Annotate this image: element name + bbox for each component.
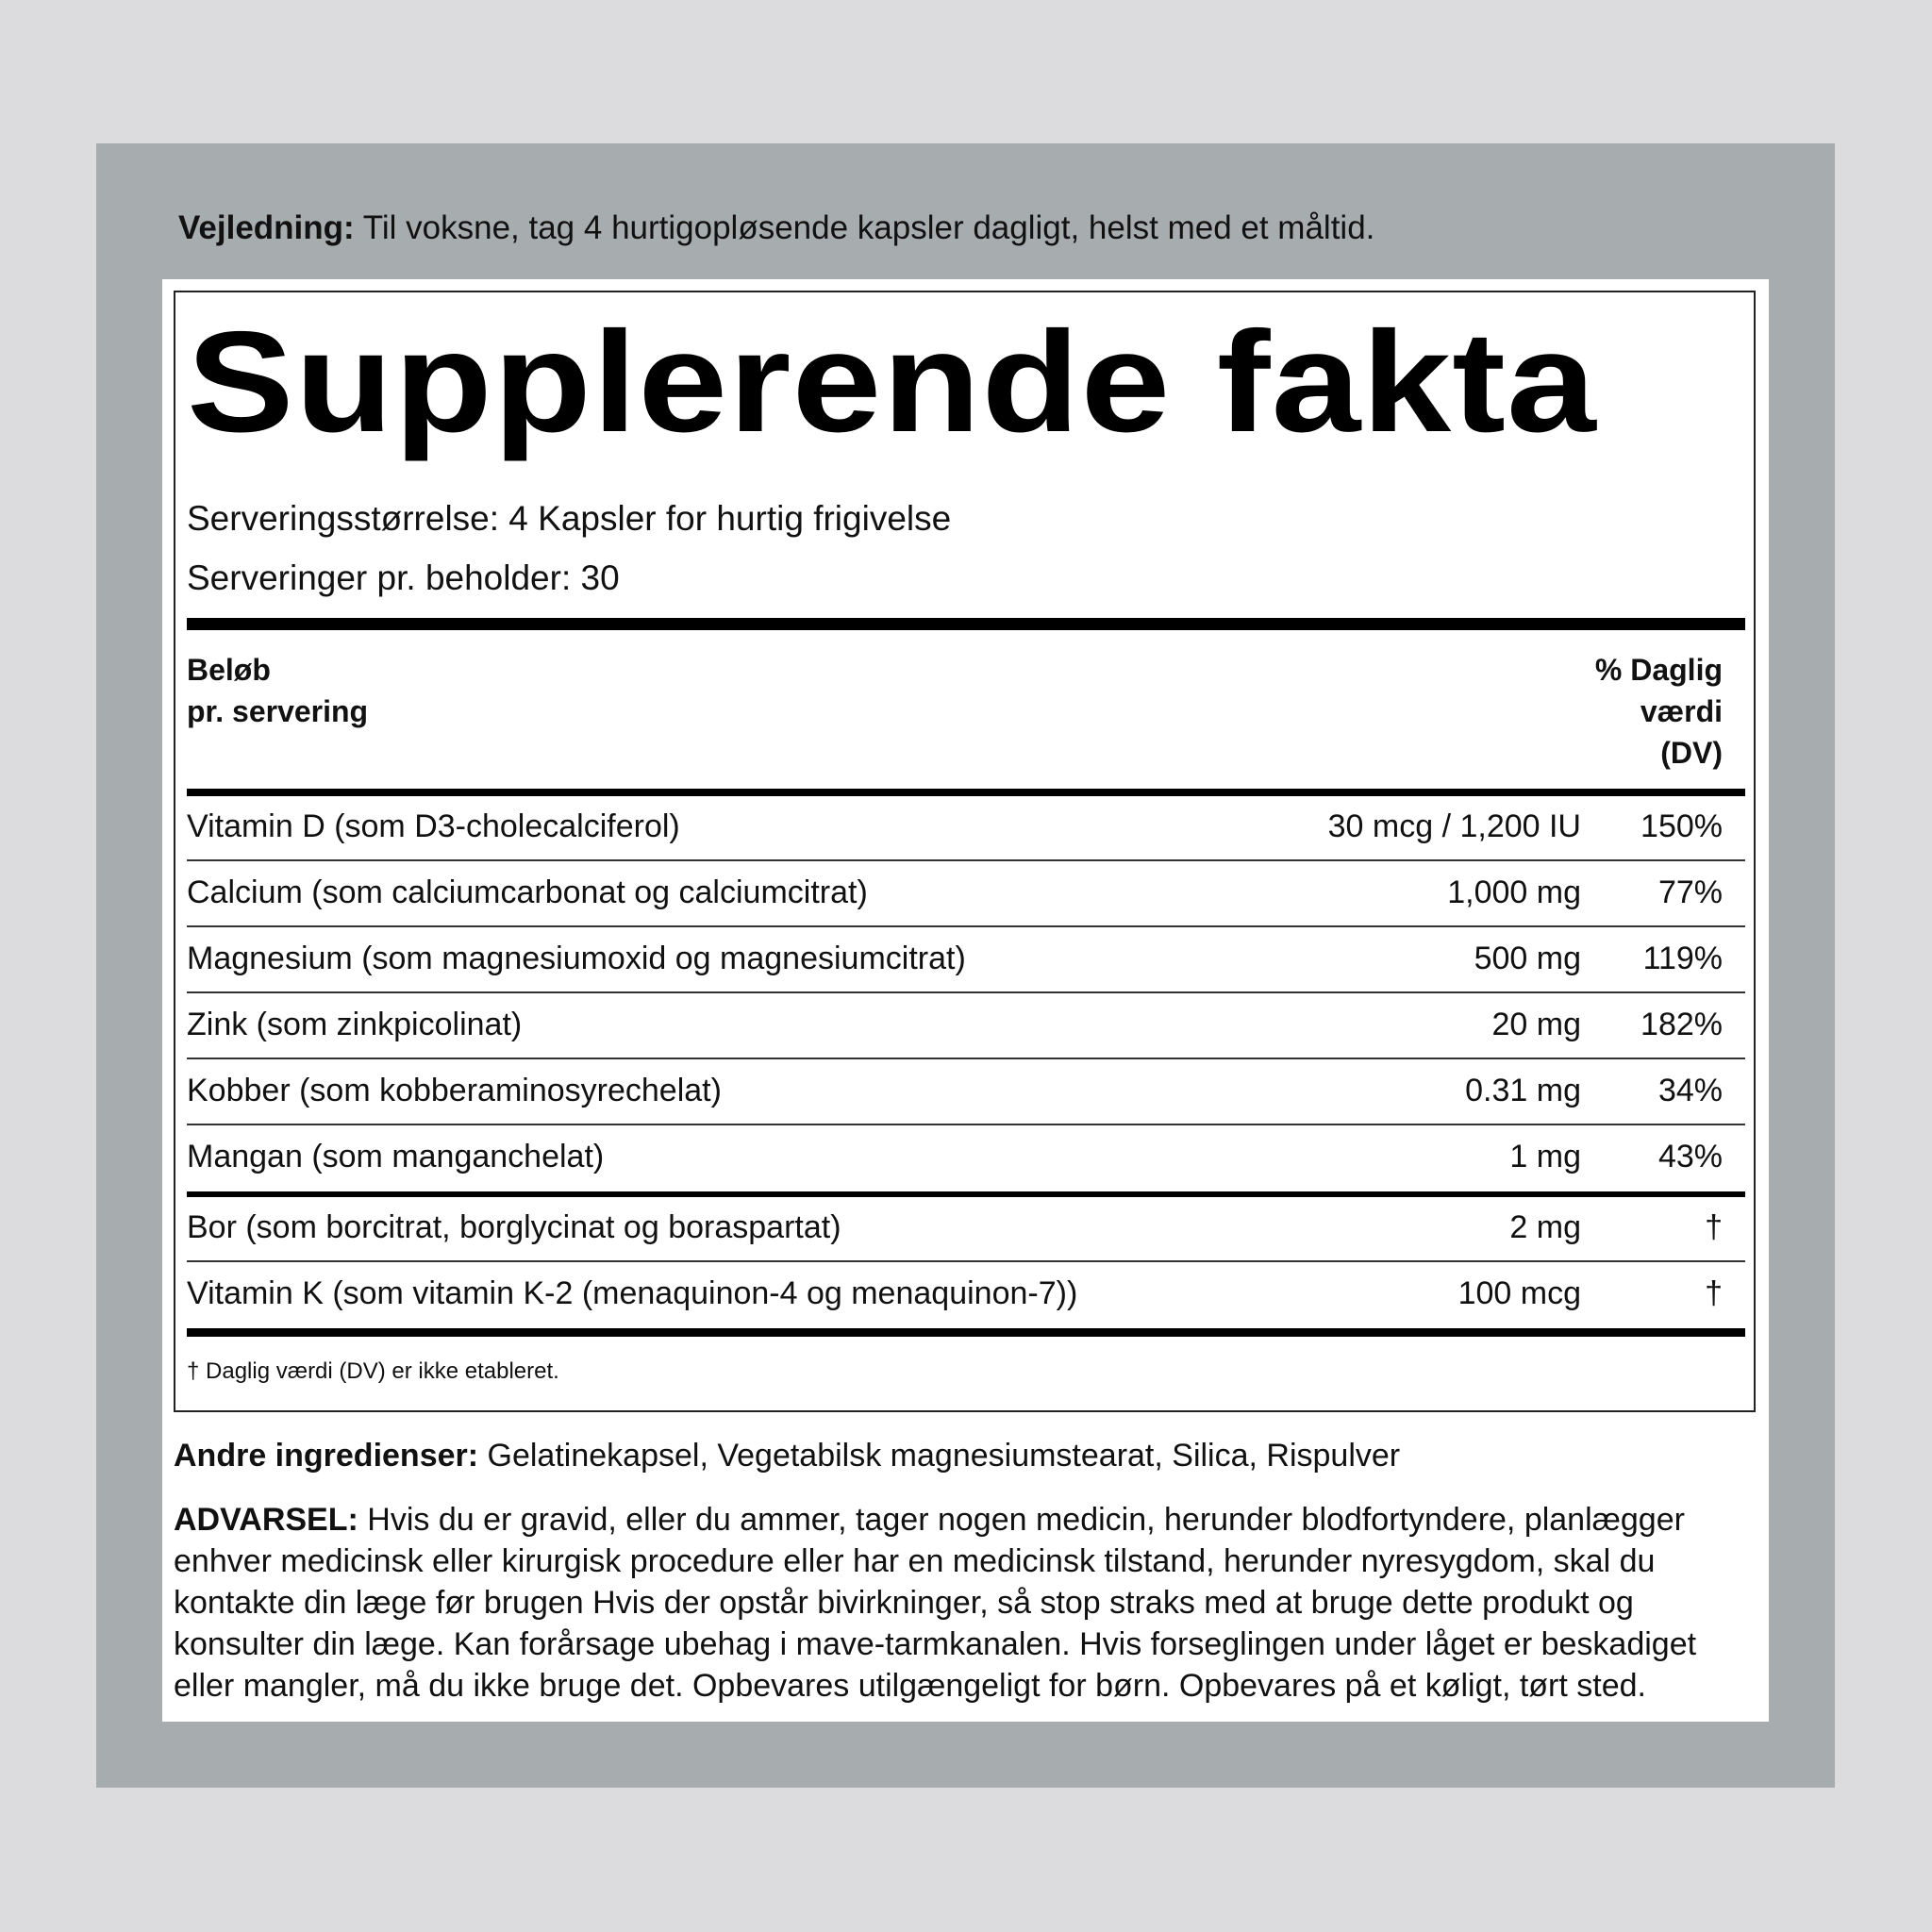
nutrient-dv: 182% bbox=[1641, 1007, 1723, 1042]
nutrient-dv: † bbox=[1705, 1275, 1723, 1311]
nutrient-row bbox=[187, 859, 1745, 925]
header-amount-line1: Beløb bbox=[187, 653, 271, 687]
nutrient-row bbox=[187, 991, 1745, 1058]
nutrient-row bbox=[187, 793, 1745, 859]
nutrient-dv: † bbox=[1705, 1209, 1723, 1245]
warning-body: Hvis du er gravid, eller du ammer, tager nogen medicin, herunder blodfortyndere, planlægger enhver medicinsk eller kirurgisk procedure eller har en medicinsk tilstand, herunder nyresygdom, skal du kontakte din læge før brugen Hvis der opstår bivirkninger, så stop straks med at bruge dette produkt og konsulter din læge. Kan forårsage ubehag i mave-tarmkanalen. Hvis forseglingen under låget er beskadiget eller mangler, må du ikke bruge det. Opbevares utilgængeligt for børn. Opbevares på et køligt, tørt sted. bbox=[174, 1502, 1697, 1704]
dv-footnote: † Daglig værdi (DV) er ikke etableret. bbox=[187, 1358, 559, 1384]
nutrient-name: Vitamin K (som vitamin K-2 (menaquinon-4 og menaquinon-7)) bbox=[187, 1275, 1078, 1311]
nutrient-amount: 1,000 mg bbox=[1447, 874, 1581, 910]
header-dv-line2: værdi bbox=[1640, 694, 1723, 728]
nutrient-dv: 77% bbox=[1657, 874, 1723, 910]
nutrient-name: Kobber (som kobberaminosyrechelat) bbox=[187, 1073, 722, 1108]
nutrient-amount: 500 mg bbox=[1474, 941, 1581, 976]
directions-body: Til voksne, tag 4 hurtigopløsende kapsler dagligt, helst med et måltid. bbox=[354, 209, 1375, 246]
nutrient-row bbox=[187, 925, 1745, 991]
servings-per-container: Serveringer pr. beholder: 30 bbox=[187, 558, 620, 597]
header-dv-line3: (DV) bbox=[1660, 736, 1723, 770]
nutrient-amount: 100 mcg bbox=[1457, 1275, 1581, 1311]
nutrient-dv: 34% bbox=[1657, 1073, 1723, 1108]
nutrient-name: Mangan (som manganchelat) bbox=[187, 1139, 605, 1174]
other-ingredients bbox=[174, 1436, 1400, 1475]
nutrient-name: Zink (som zinkpicolinat) bbox=[187, 1007, 523, 1042]
nutrient-name: Calcium (som calciumcarbonat og calciumcitrat) bbox=[187, 874, 868, 910]
thick-divider-top bbox=[187, 618, 1745, 630]
directions-label: Vejledning: bbox=[178, 209, 355, 246]
nutrient-amount: 2 mg bbox=[1509, 1209, 1581, 1245]
header-amount bbox=[187, 649, 368, 732]
nutrient-dv: 119% bbox=[1642, 941, 1723, 976]
nutrient-name: Magnesium (som magnesiumoxid og magnesiumcitrat) bbox=[187, 941, 966, 976]
nutrient-name: Vitamin D (som D3-cholecalciferol) bbox=[187, 808, 680, 844]
nutrient-row bbox=[187, 1124, 1745, 1190]
warning-text bbox=[174, 1499, 1758, 1707]
nutrient-amount: 0.31 mg bbox=[1465, 1073, 1581, 1108]
nutrient-row bbox=[187, 1194, 1745, 1260]
nutrient-name: Bor (som borcitrat, borglycinat og boraspartat) bbox=[187, 1209, 841, 1245]
serving-size: Serveringsstørrelse: 4 Kapsler for hurtig frigivelse bbox=[187, 499, 952, 538]
facts-title: Supplerende fakta bbox=[187, 302, 1597, 462]
nutrient-row bbox=[187, 1058, 1745, 1124]
other-ingredients-text: Gelatinekapsel, Vegetabilsk magnesiumstearat, Silica, Rispulver bbox=[478, 1438, 1401, 1474]
other-ingredients-label: Andre ingredienser: bbox=[174, 1438, 479, 1474]
nutrient-dv: 150% bbox=[1641, 808, 1723, 844]
nutrient-amount: 30 mcg / 1,200 IU bbox=[1327, 808, 1581, 844]
directions-text bbox=[178, 209, 1782, 247]
nutrient-dv: 43% bbox=[1657, 1139, 1723, 1174]
header-amount-line2: pr. servering bbox=[187, 694, 369, 728]
nutrient-amount: 20 mg bbox=[1491, 1007, 1581, 1042]
nutrient-amount: 1 mg bbox=[1509, 1139, 1581, 1174]
header-dv-line1: % Daglig bbox=[1594, 653, 1723, 687]
thick-divider-bottom bbox=[187, 1328, 1745, 1337]
header-daily-value bbox=[1595, 649, 1723, 774]
warning-label: ADVARSEL: bbox=[174, 1502, 358, 1538]
nutrient-row bbox=[187, 1260, 1745, 1326]
